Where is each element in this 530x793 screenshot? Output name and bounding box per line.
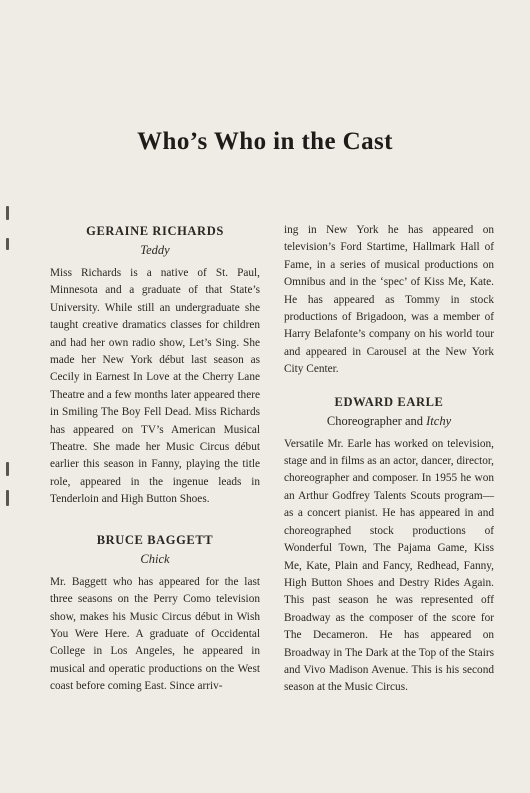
cast-role-text: Teddy (140, 243, 170, 257)
cast-name: GERAINE RICHARDS (86, 224, 224, 238)
cast-bio: Miss Richards is a native of St. Paul, Minnesota and a graduate of that State’s University. While still an undergraduate she taught creative dramatics classes for children and had her own radio show, Let’s Sing. She made her New York début last season as Cecily in Earnest In Love at the Cherry Lane Theatre and a few months later appeared there in Smiling The Boy Fell Dead. Miss Richards has appeared on TV’s American Musical Theatre. She made her Music Circus début earlier this season in Fanny, playing the title role, appeared in the ingenue leads in Tenderloin and High Button Shoes. (50, 267, 260, 506)
right-column (284, 222, 494, 697)
binding-mark (6, 238, 9, 250)
cast-name: EDWARD EARLE (334, 394, 444, 409)
cast-bio: Versatile Mr. Earle has worked on television, stage and in films as an actor, dancer, director, choreographer and composer. In 1955 he won an Arthur Godfrey Talents Scouts program—as a concert pianist. He has appeared in and choreographed stock productions of Wonderful Town, The Pajama Game, Kiss Me, Kate, Plain and Fancy, Redhead, Fanny, High Button Shoes and Destry Rides Again. This past season he was represented off Broadway as the composer of the score for The Decameron. He has appeared on Broadway in The Dark at the Top of the Stairs and Vivo Madison Avenue. This is his second season at the Music Circus. (284, 437, 494, 694)
binding-mark (6, 462, 9, 476)
cast-role-text: Itchy (426, 413, 452, 428)
cast-role (284, 413, 494, 430)
cast-bio-part-1: Mr. Baggett who has appeared for the last three seasons on the Perry Como television show, makes his Music Circus début in Wish You Were Here. A graduate of Occidental College in Los Angeles, he appeared in musical and operatic productions on the West coast before coming East. Since arriv- (50, 575, 260, 693)
binding-mark (6, 206, 9, 220)
binding-mark (6, 490, 9, 506)
cast-name: BRUCE BAGGETT (96, 532, 214, 547)
cast-role (50, 242, 260, 259)
cast-bio-part-2: ing in New York he has appeared on television’s Ford Startime, Hallmark Hall of Fame, in a series of musical productions on Omnibus and in the ‘spec’ of Kiss Me, Kate. He has appeared as Tommy in stock productions of Brigadoon, was a member of Harry Belafonte’s company on his world tour and appeared in Carousel at the New York City Center. (284, 224, 494, 376)
page-title: Who’s Who in the Cast (137, 128, 393, 155)
left-column (50, 222, 260, 696)
cast-role (50, 551, 260, 568)
cast-role-prefix: Choreographer and (326, 413, 427, 428)
cast-role-text: Chick (140, 551, 170, 566)
